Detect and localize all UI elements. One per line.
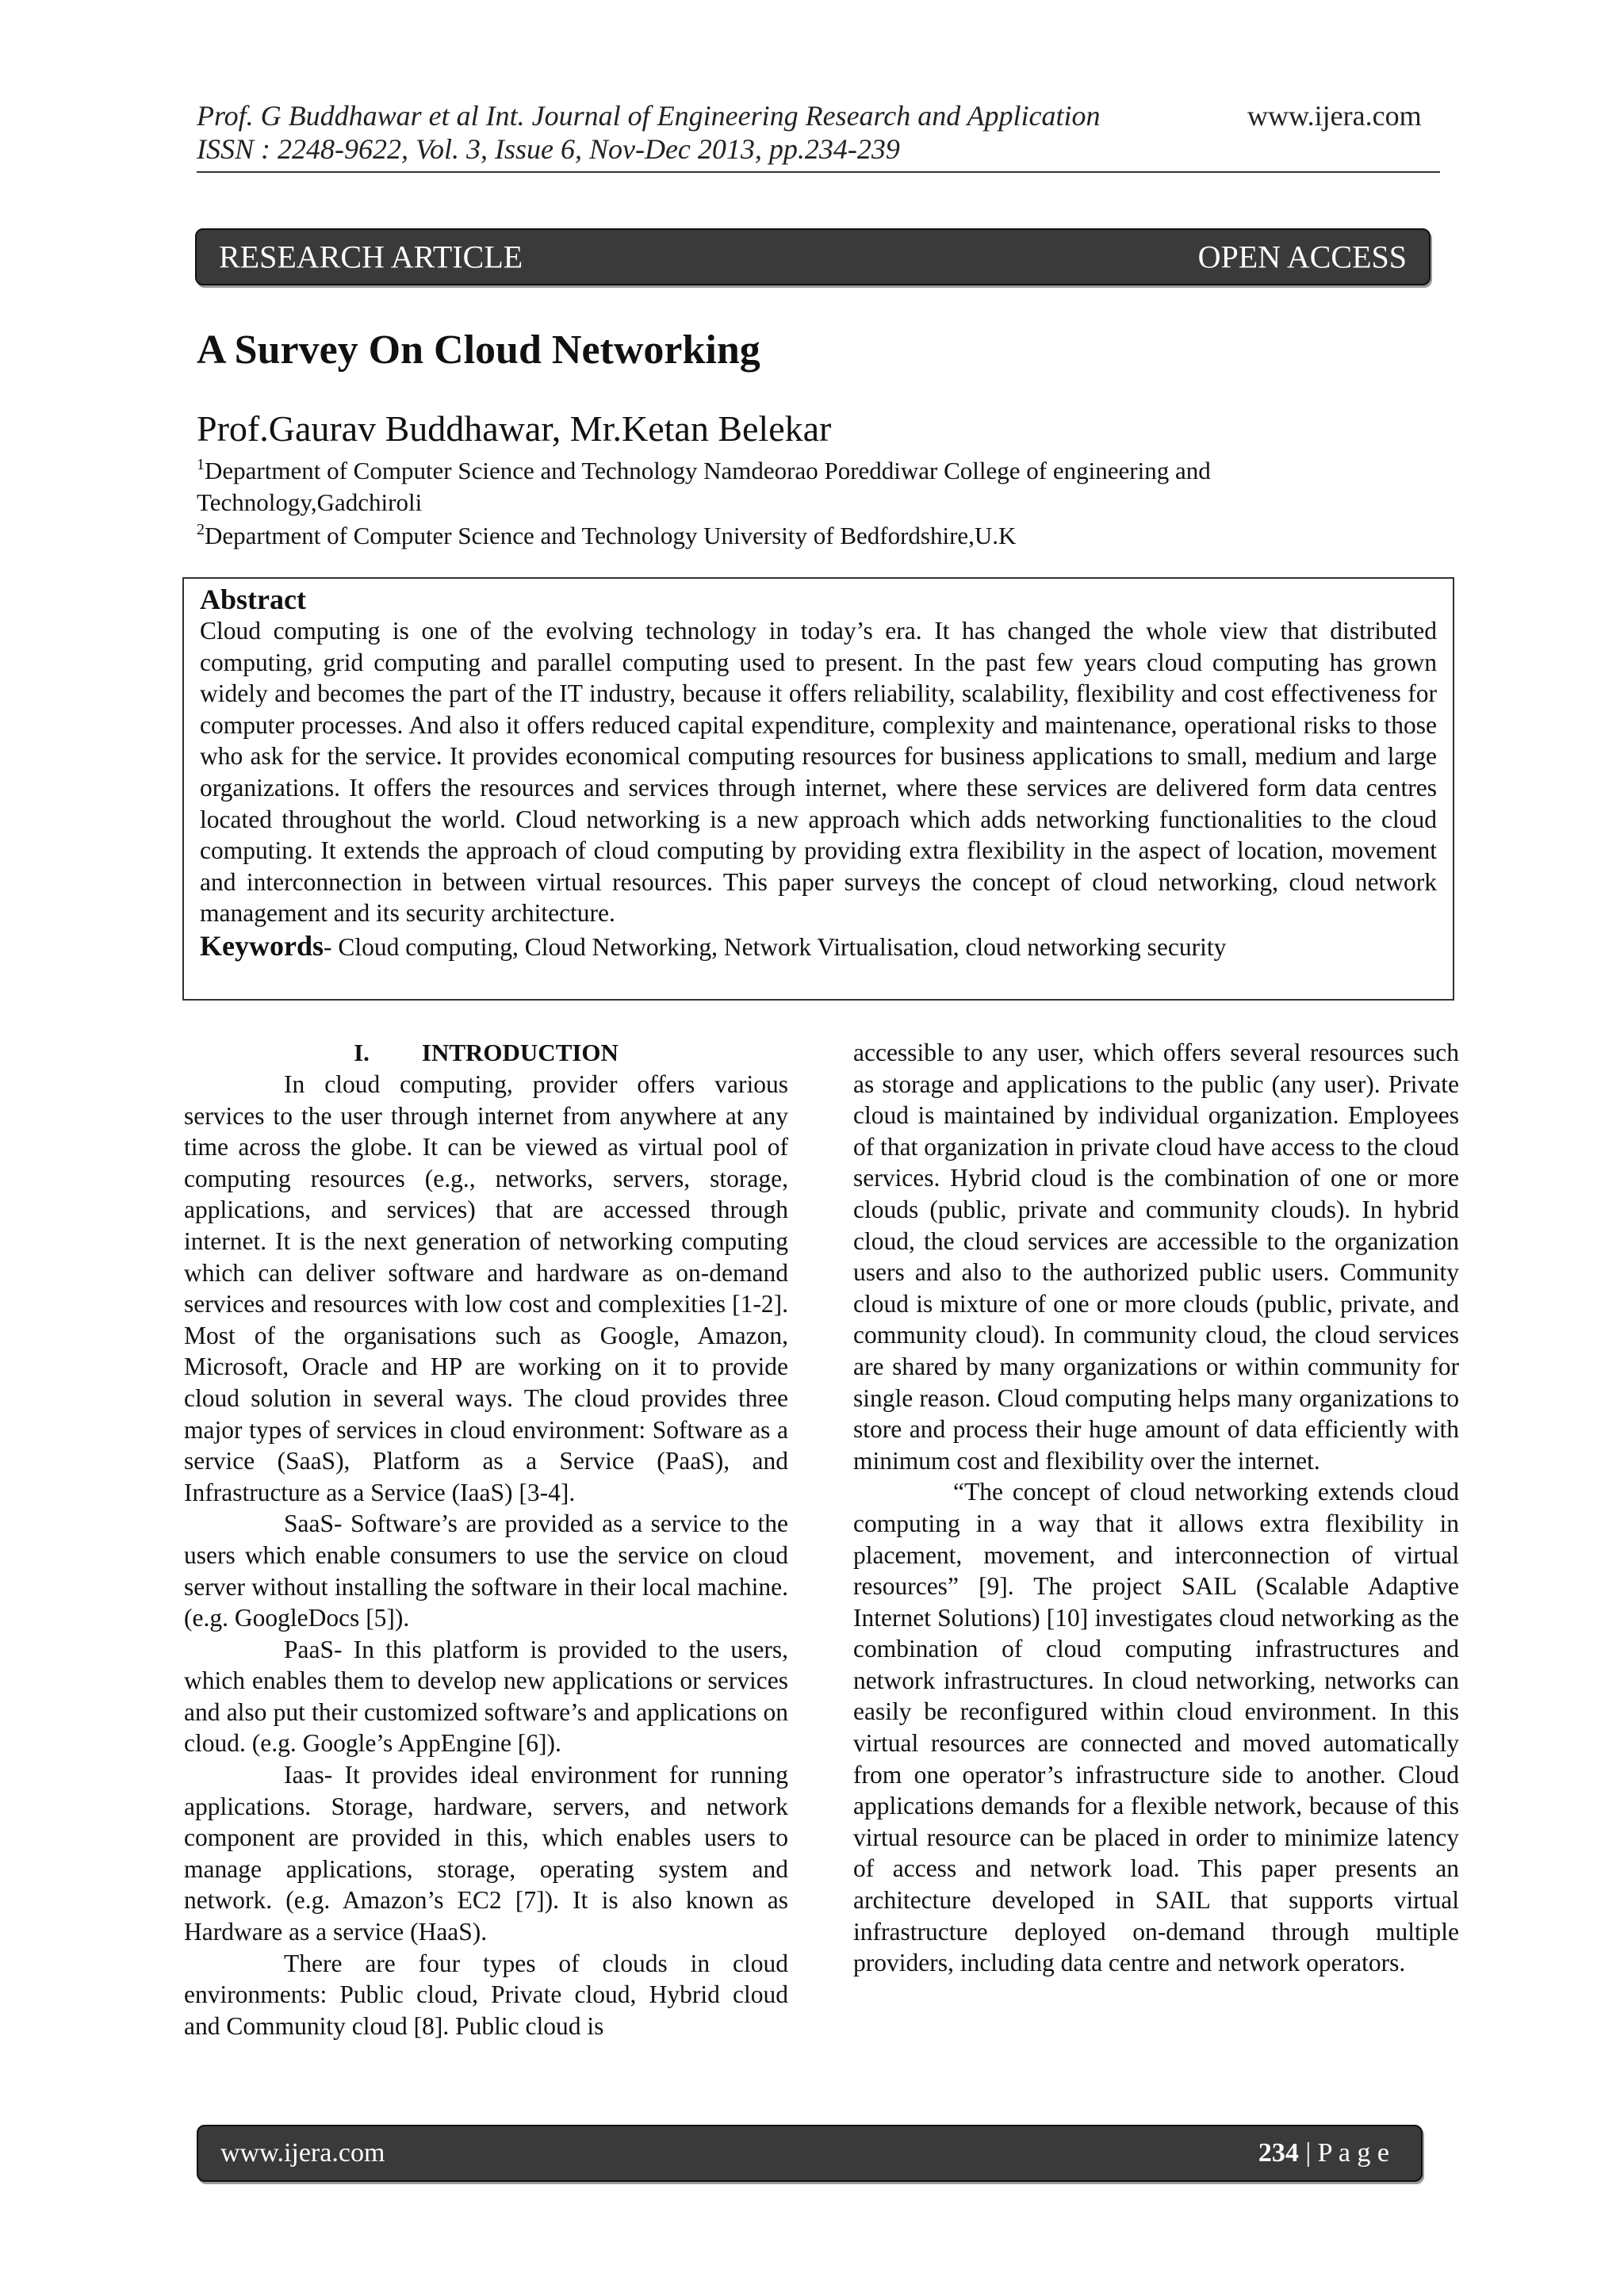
section-number: I. [354,1039,370,1066]
cloud-types-paragraph: There are four types of clouds in cloud environments: Public cloud, Private cloud, Hybrid cloud and Community cloud [8]. Public cloud is [184,1949,788,2040]
keywords-text: - Cloud computing, Cloud Networking, Network Virtualisation, cloud networking security [324,932,1227,961]
running-header-issn: ISSN : 2248-9622, Vol. 3, Issue 6, Nov-Dec 2013, pp.234-239 [197,133,900,165]
abstract-box [182,577,1454,1001]
header-rule [197,171,1440,173]
paper-title: A Survey On Cloud Networking [197,327,760,373]
running-header-website[interactable]: www.ijera.com [1247,100,1422,132]
footer-page [1258,2138,1389,2168]
section-title-initial: I [421,1039,431,1066]
article-type-banner [195,228,1431,285]
footer-page-label: | P a g e [1298,2138,1389,2168]
affiliation-2-text: Department of Computer Science and Technology University of Bedfordshire,U.K [205,522,1017,549]
section-title-rest: NTRODUCTION [431,1039,619,1066]
right-column [853,1037,1459,1979]
section-heading-introduction [184,1037,788,1069]
keywords-label: Keywords [200,929,324,962]
iaas-paragraph: Iaas- It provides ideal environment for running applications. Storage, hardware, servers, and network component are provided in this, which enables users to manage applications, storage, operating system and network. (e.g. Amazon’s EC2 [7]). It is also known as Hardware as a service (HaaS). [184,1761,788,1946]
keywords-line [200,929,1437,964]
affiliation-1-number: 1 [197,456,205,473]
footer-page-number: 234 [1258,2138,1299,2168]
abstract-heading: Abstract [200,584,306,615]
footer-bar [197,2125,1423,2182]
cloud-networking-paragraph: “The concept of cloud networking extends cloud computing in a way that it allows extra flexibility in placement, movement, and interconnection of virtual resources” [9]. The project SAIL (Scalable Adaptive Internet Solutions) [10] investigates cloud networking as the combination of cloud computing infrastructures and network infrastructures. In cloud networking, networks can easily be reconfigured within cloud environment. In this virtual resources are connected and moved automatically from one operator’s infrastructure side to another. Cloud applications demands for a flexible network, because of this virtual resource can be placed in order to minimize latency of access and network load. This paper presents an architecture developed in SAIL that supports virtual infrastructure deployed on-demand through multiple providers, including data centre and network operators. [853,1478,1459,1977]
paper-authors: Prof.Gaurav Buddhawar, Mr.Ketan Belekar [197,408,832,449]
abstract-text: Cloud computing is one of the evolving technology in today’s era. It has changed the whole view that distributed computing, grid computing and parallel computing used to present. In the past few years cloud computing has grown widely and becomes the part of the IT industry, because it offers reliability, scalability, flexibility and cost effectiveness for computer processes. And also it offers reduced capital expenditure, complexity and maintenance, operational risks to those who ask for the service. It provides economical computing resources for business applications to small, medium and large organizations. It offers the resources and services through internet, where these services are delivered form data centres located throughout the world. Cloud networking is a new approach which adds networking functionalities to the cloud computing. It extends the approach of cloud computing by providing extra flexibility in the aspect of location, movement and interconnection in between virtual resources. This paper surveys the concept of cloud networking, cloud network management and its security architecture. [200,617,1437,928]
paas-paragraph: PaaS- In this platform is provided to the users, which enables them to develop new applications or services and also put their customized software’s and applications on cloud. (e.g. Google’s AppEngine [6]). [184,1635,788,1758]
open-access-label: OPEN ACCESS [1197,239,1407,275]
running-header-journal: Prof. G Buddhawar et al Int. Journal of Engineering Research and Application [197,100,1101,132]
affiliation-1-text: Department of Computer Science and Technology Namdeorao Poreddiwar College of engineering and Technology,Gadchiroli [197,457,1211,516]
left-column [184,1037,788,2042]
footer-website[interactable]: www.ijera.com [220,2138,385,2168]
affiliation-2 [197,514,1402,552]
intro-paragraph: In cloud computing, provider offers various services to the user through internet from anywhere at any time across the globe. It can be viewed as virtual pool of computing resources (e.g., networks, servers, storage, applications, and services) that are accessed through internet. It is the next generation of networking computing which can deliver software and hardware as on-demand services and resources with low cost and complexities [1-2]. Most of the organisations such as Google, Amazon, Microsoft, Oracle and HP are working on it to provide cloud solution in several ways. The cloud provides three major types of services in cloud environment: Software as a service (SaaS), Platform as a Service (PaaS), and Infrastructure as a Service (IaaS) [3-4]. [184,1070,788,1506]
saas-paragraph: SaaS- Software’s are provided as a service to the users which enable consumers to use the service on cloud server without installing the software in their local machine. (e.g. GoogleDocs [5]). [184,1510,788,1632]
cloud-types-continued-paragraph: accessible to any user, which offers several resources such as storage and applications to the public (any user). Private cloud is maintained by individual organization. Employees of that organization in private cloud have access to the cloud services. Hybrid cloud is the combination of one or more clouds (public, private and community clouds). In hybrid cloud, the cloud services are accessible to the organization users and also to the authorized public users. Community cloud is mixture of one or more clouds (public, private, and community cloud). In community cloud, the cloud services are shared by many organizations or within community for single reason. Cloud computing helps many organizations to store and process their huge amount of data efficiently with minimum cost and flexibility over the internet. [853,1039,1459,1475]
affiliation-1 [197,449,1402,519]
affiliation-2-number: 2 [197,521,205,538]
research-article-label: RESEARCH ARTICLE [219,239,523,275]
